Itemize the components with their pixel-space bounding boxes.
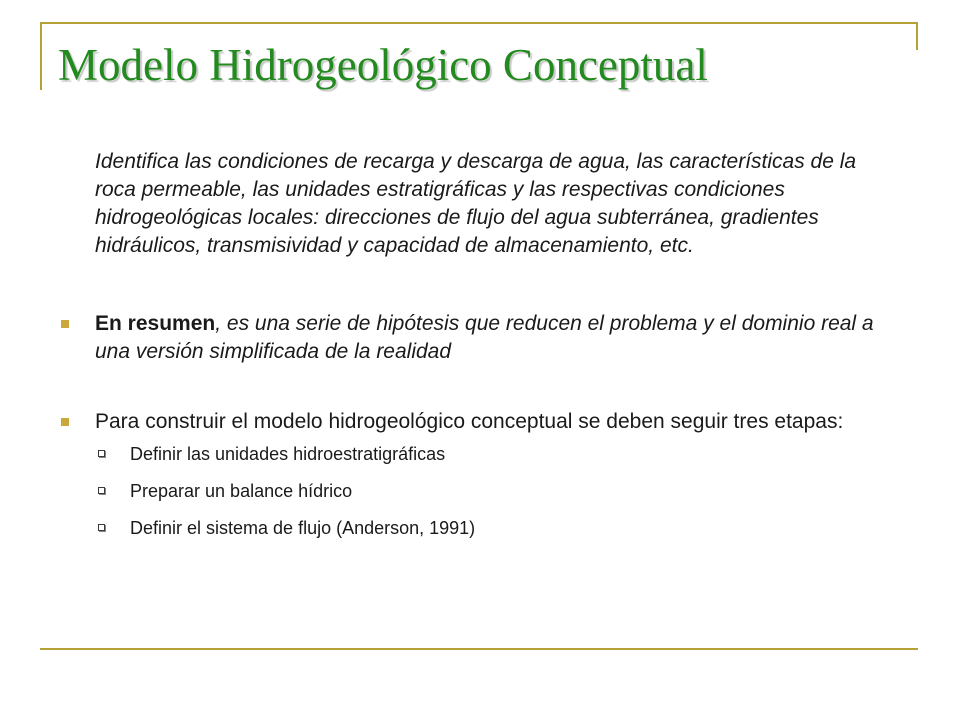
bullet-summary-lead: En resumen <box>95 312 216 335</box>
list-item <box>60 442 910 466</box>
checkbox-square-bullet-icon <box>98 450 105 457</box>
frame-top-line <box>40 22 918 24</box>
list-item <box>60 479 910 503</box>
intro-paragraph: Identifica las condiciones de recarga y descarga de agua, las características de la roca permeable, las unidades estratigráficas y las respectivas condiciones hidrogeológicas locales: direcciones de flujo del agua subterránea, gradientes hidráulicos, transmisividad y capacidad de almacenamiento, etc. <box>95 150 857 257</box>
list-item <box>60 516 910 540</box>
frame-right-line <box>916 22 918 50</box>
frame-left-line <box>40 22 42 90</box>
square-bullet-icon <box>61 320 69 328</box>
stage-1-text: Definir las unidades hidroestratigráficas <box>130 444 446 464</box>
bullet-summary <box>60 310 910 366</box>
checkbox-square-bullet-icon <box>98 524 105 531</box>
checkbox-square-bullet-icon <box>98 487 105 494</box>
stage-2-text: Preparar un balance hídrico <box>130 481 353 501</box>
slide-body <box>60 148 910 553</box>
bullet-stages-text: Para construir el modelo hidrogeológico conceptual se deben seguir tres etapas: <box>95 410 844 433</box>
frame-bottom-line <box>40 648 918 650</box>
slide-title: Modelo Hidrogeológico Conceptual <box>58 40 708 90</box>
bullet-summary-text: , es una serie de hipótesis que reducen el problema y el dominio real a una versión simplificada de la realidad <box>95 312 874 363</box>
stage-3-text: Definir el sistema de flujo (Anderson, 1991) <box>130 518 476 538</box>
stages-list <box>60 442 910 540</box>
bullet-stages <box>60 408 910 436</box>
square-bullet-icon <box>61 418 69 426</box>
